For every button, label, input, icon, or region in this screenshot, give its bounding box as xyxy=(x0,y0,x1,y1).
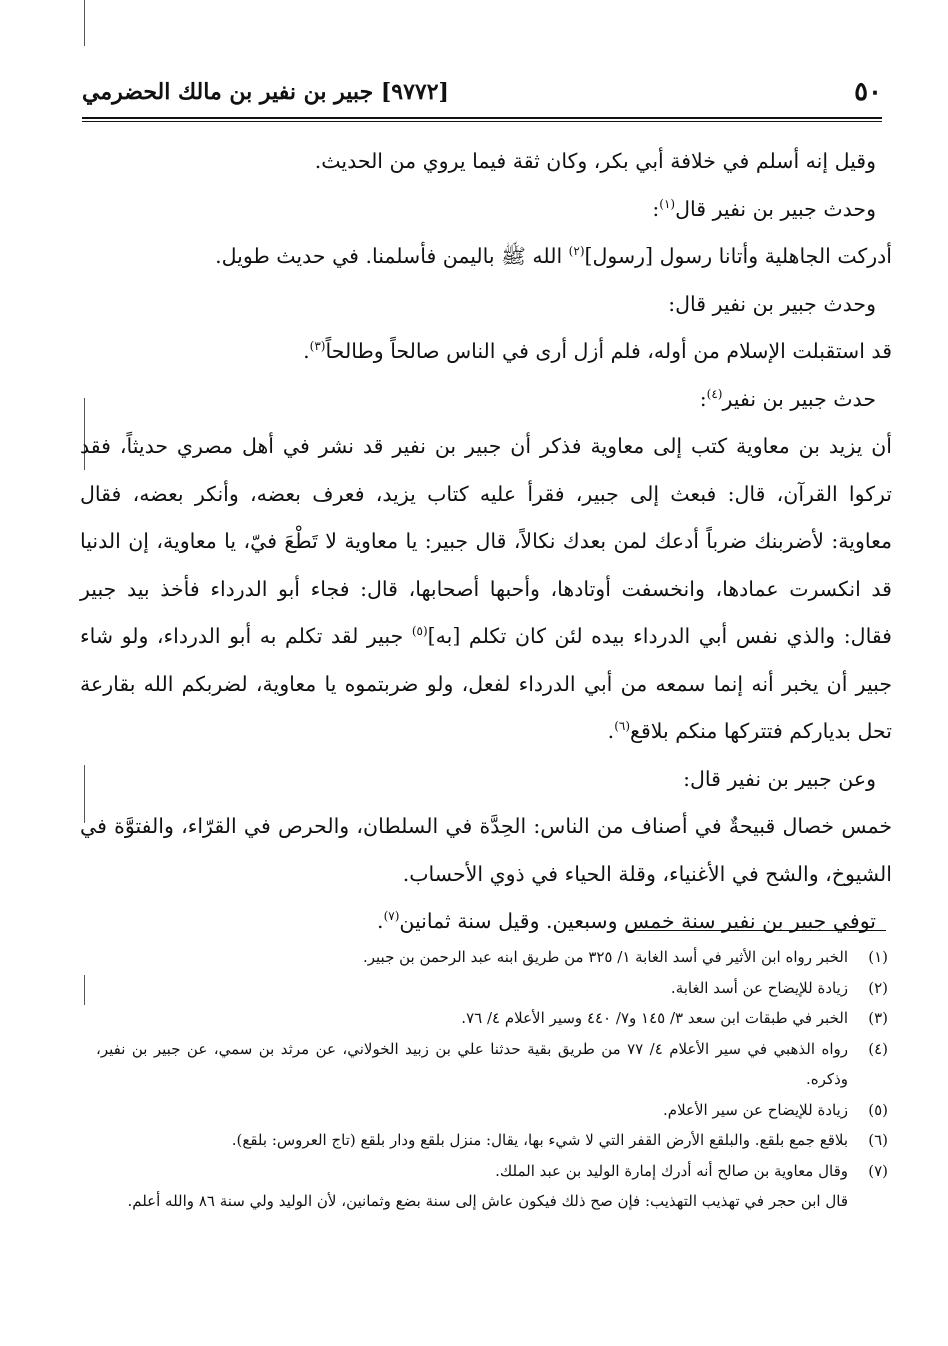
paragraph: وحدث جبير بن نفير قال: xyxy=(668,291,876,316)
paragraph: أدركت الجاهلية وأتانا رسول [رسول]$^{(٢)}$ الله ﷺ باليمن فأسلمنا. في حديث طويل. xyxy=(215,244,892,268)
margin-scan-mark xyxy=(84,0,85,46)
footnote: (٧) وقال معاوية بن صالح أنه أدرك إمارة الوليد بن عبد الملك. xyxy=(495,1161,888,1180)
footnote-ref[interactable]: (٣) xyxy=(309,339,326,354)
footnote-ref[interactable]: (١) xyxy=(659,196,676,211)
running-title: [٩٧٧٢] جبير بن نفير بن مالك الحضرمي xyxy=(82,79,449,105)
footnotes xyxy=(96,942,888,1217)
paragraph: حدث جبير بن نفير$^{(٤)}$: xyxy=(699,386,876,411)
footnote-ref[interactable]: (٤) xyxy=(706,386,723,401)
footnote-ref[interactable]: (٧) xyxy=(383,909,400,924)
footnote-ref[interactable]: (٥) xyxy=(411,624,428,639)
footnote: (٦) بلاقع جمع بلقع. والبلقع الأرض القفر التي لا شيء بها، يقال: منزل بلقع ودار بلقع (تاج العروس: بلقع). xyxy=(231,1131,888,1149)
page-header xyxy=(82,72,882,112)
footnote-ref[interactable]: (٢) xyxy=(568,244,585,259)
footnote: (٤) رواه الذهبي في سير الأعلام ٤/ ٧٧ من طريق بقية حدثنا علي بن زبيد الخولاني، عن مرثد بن سمي، عن جبير بن نفير، وذكره. xyxy=(96,1039,888,1088)
footnote-continuation: قال ابن حجر في تهذيب التهذيب: فإن صح ذلك فيكون عاش إلى سنة بضع وثمانين، لأن الوليد ولي سنة ٨٦ والله أعلم. xyxy=(127,1192,848,1210)
page-number: ٥٠ xyxy=(854,77,882,107)
paragraph: توفي جبير بن نفير سنة خمس وسبعين. وقيل سنة ثمانين$^{(٧)}$. xyxy=(377,909,876,933)
main-text xyxy=(80,138,892,946)
footnote: (١) الخبر رواه ابن الأثير في أسد الغابة ١/ ٣٢٥ من طريق ابنه عبد الرحمن بن جبير. xyxy=(362,948,888,966)
paragraph: وقيل إنه أسلم في خلافة أبي بكر، وكان ثقة فيما يروي من الحديث. xyxy=(314,149,876,173)
footnote-separator xyxy=(628,930,886,931)
paragraph: وعن جبير بن نفير قال: xyxy=(683,766,876,791)
footnote: (٣) الخبر في طبقات ابن سعد ٣/ ١٤٥ و٧/ ٤٤٠ وسير الأعلام ٤/ ٧٦. xyxy=(461,1009,888,1027)
paragraph: أن يزيد بن معاوية كتب إلى معاوية فذكر أن جبير بن نفير قد نشر في أهل مصري حديثاً، فقد تركوا القرآن، قال: فبعث إلى جبير، فقرأ عليه كتاب يزيد، فعرف بعضه، وأنكر بعضه، فقال معاوية: لأضربنك ضرباً أدعك لمن بعدك نكالاً، قال جبير: يا معاوية لا تَطْعَ فيّ، يا معاوية، إن الدنيا قد انكسرت عمادها، وانخسفت أوتادها، وأحبها أصحابها، قال: فجاء أبو الدرداء فأخذ بيد جبير فقال: والذي نفس أبي الدرداء بيده لئن كان تكلم [به]$^{(٥)}$ جبير لقد تكلم به أبو الدرداء، ولو شاء جبير أن يخبر أنه إنما سمعه من أبي الدرداء لفعل، ولو ضربتموه يا معاوية، لضربكم الله بقارعة تحل بدياركم فتتركها منكم بلاقع$^{(٦)}$. xyxy=(80,434,892,743)
paragraph: وحدث جبير بن نفير قال$^{(١)}$: xyxy=(652,196,876,221)
margin-scan-mark xyxy=(84,975,85,1005)
header-rule xyxy=(82,117,882,122)
paragraph: قد استقبلت الإسلام من أوله، فلم أزل أرى في الناس صالحاً وطالحاً$^{(٣)}$. xyxy=(303,339,892,363)
paragraph: خمس خصال قبيحةٌ في أصناف من الناس: الحِدَّة في السلطان، والحرص في القرّاء، والفتوَّة في الشيوخ، والشح في الأغنياء، وقلة الحياء في ذوي الأحساب. xyxy=(80,814,892,886)
footnote: (٢) زيادة للإيضاح عن أسد الغابة. xyxy=(670,978,888,997)
footnote: (٥) زيادة للإيضاح عن سير الأعلام. xyxy=(663,1100,888,1119)
footnote-ref[interactable]: (٦) xyxy=(614,719,631,734)
